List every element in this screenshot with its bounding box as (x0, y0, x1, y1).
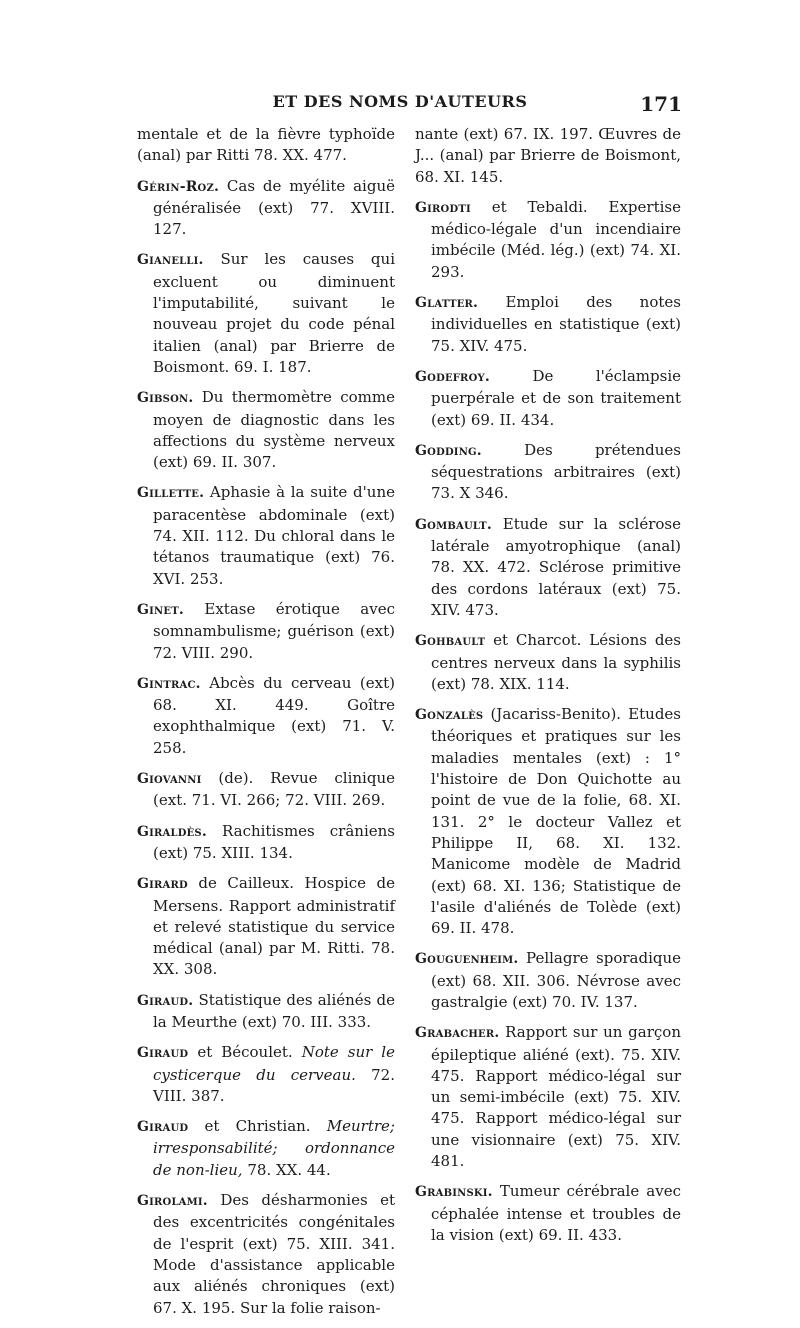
index-entry (137, 821, 395, 865)
index-entry (137, 387, 395, 473)
index-entry (415, 440, 681, 505)
entry-text: Des prétendues séquestrations arbitraires (ext) 73. X 346. (431, 440, 681, 503)
page-header (0, 92, 800, 116)
entry-text: Des désharmonies et des excentricités congénitales de l'esprit (ext) 75. XIII. 341. Mode d'assistance applicable aux aliénés chroniques (ext) 67. X. 195. Sur la folie raison- (153, 1191, 395, 1317)
author-name: Giraldès. (137, 823, 207, 840)
entry-text: mentale et de la fièvre typhoïde (anal) par Ritti 78. XX. 477. (137, 125, 395, 165)
author-name: Girodti (415, 199, 471, 216)
index-entry (137, 249, 395, 378)
entry-text: Cas de myélite aiguë généralisée (ext) 77. XVIII. 127. (153, 176, 395, 239)
page-number: 171 (640, 92, 682, 116)
author-name: Gillette. (137, 485, 205, 502)
left-column (137, 124, 395, 1328)
author-name: Gibson. (137, 390, 194, 407)
entry-text: et Christian. (204, 1117, 311, 1136)
author-name: Gérin-Roz. (137, 178, 220, 195)
author-name: Girard (137, 876, 188, 893)
author-name: Godding. (415, 442, 482, 459)
index-entry (137, 1190, 395, 1319)
index-entry (415, 630, 681, 695)
author-name: Giraud (137, 1119, 189, 1136)
author-name: Giraud. (137, 992, 194, 1009)
author-name: Gianelli. (137, 252, 204, 269)
index-entry (137, 990, 395, 1034)
author-name: Giovanni (137, 771, 202, 788)
entry-title-italic: Note sur le cysticerque du cerveau. (153, 1043, 395, 1084)
author-name: Grabacher. (415, 1025, 500, 1042)
author-name: Giraud (137, 1045, 189, 1062)
author-name: Gombault. (415, 516, 492, 533)
entry-reference: 72. VIII. 387. (153, 1065, 395, 1105)
index-entry (137, 599, 395, 664)
index-entry (415, 1181, 681, 1246)
index-entry (137, 873, 395, 980)
index-entry (415, 948, 681, 1013)
author-name: Gouguenheim. (415, 951, 519, 968)
entry-text: Pellagre sporadique (ext) 68. XII. 306. Névrose avec gastralgie (ext) 70. IV. 137. (431, 949, 681, 1011)
index-entry (137, 124, 395, 167)
entry-text: Emploi des notes individuelles en statistique (ext) 75. XIV. 475. (431, 293, 681, 355)
entry-text: et Bécoulet. (197, 1043, 293, 1062)
author-name: Gohbault (415, 633, 486, 650)
author-name: Grabinski. (415, 1184, 493, 1201)
entry-text: et Charcot. Lésions des centres nerveux dans la syphilis (ext) 78. XIX. 114. (431, 631, 681, 693)
entry-text: Sur les causes qui excluent ou diminuent l'imputabilité, suivant le nouveau projet du code pénal italien (anal) par Brierre de Boismont. 69. I. 187. (153, 250, 395, 376)
author-name: Gonzalès (415, 707, 484, 724)
entry-text: (de). Revue clinique (ext. 71. VI. 266; 72. VIII. 269. (153, 769, 395, 810)
entry-title-italic: Meurtre; irresponsabilité; ordonnance de non-lieu, (153, 1117, 395, 1179)
entry-text: et Tebaldi. Expertise médico-légale d'un incendiaire imbécile (Méd. lég.) (ext) 74. XI. 293. (431, 197, 681, 281)
index-entry (415, 124, 681, 188)
author-name: Glatter. (415, 295, 479, 312)
index-entry (415, 366, 681, 431)
entry-text: Abcès du cerveau (ext) 68. XI. 449. Goître exophthalmique (ext) 71. V. 258. (153, 673, 395, 757)
index-entry (137, 176, 395, 241)
index-entry (415, 1022, 681, 1172)
entry-text: Rapport sur un garçon épileptique aliéné (ext). 75. XIV. 475. Rapport médico-légal sur un semi-imbécile (ext) 75. XIV. 475. Rapport médico-légal sur une visionnaire (ext) 75. XIV. 481. (431, 1023, 681, 1171)
author-name: Godefroy. (415, 368, 490, 385)
author-name: Ginet. (137, 601, 184, 618)
index-entry (415, 704, 681, 939)
entry-reference: 78. XX. 44. (247, 1160, 331, 1179)
entry-text: nante (ext) 67. IX. 197. Œuvres de J... (anal) par Brierre de Boismont, 68. XI. 145. (415, 125, 681, 186)
entry-text: (Jacariss-Benito). Etudes théoriques et pratiques sur les maladies mentales (ext) : 1° l'histoire de Don Quichotte au point de vue de la folie, 68. XI. 131. 2° le docteur Vallez et Philippe II, 68. XI. 132. Manicome modèle de Madrid (ext) 68. XI. 136; Statistique de l'asile d'aliénés de Tolède (ext) 69. II. 478. (431, 705, 681, 938)
entry-text: de Cailleux. Hospice de Mersens. Rapport administratif et relevé statistique du service médical (anal) par M. Ritti. 78. XX. 308. (153, 874, 395, 979)
index-entry (137, 1116, 395, 1181)
entry-text: Statistique des aliénés de la Meurthe (ext) 70. III. 333. (153, 990, 395, 1031)
entry-text: Rachitismes crâniens (ext) 75. XIII. 134. (153, 821, 395, 862)
entry-text: Aphasie à la suite d'une paracentèse abdominale (ext) 74. XII. 112. Du chloral dans le tétanos traumatique (ext) 76. XVI. 253. (153, 483, 395, 588)
index-entry (137, 1042, 395, 1107)
index-entry (415, 292, 681, 357)
author-name: Girolami. (137, 1193, 208, 1210)
entry-text: Extase érotique avec somnambulisme; guérison (ext) 72. VIII. 290. (153, 599, 395, 662)
running-head: ET DES NOMS D'AUTEURS (272, 92, 528, 111)
index-entry (415, 197, 681, 283)
entry-text: Du thermomètre comme moyen de diagnostic dans les affections du système nerveux (ext) 69. II. 307. (153, 388, 395, 472)
index-entry (137, 482, 395, 589)
right-column (415, 124, 681, 1255)
index-entry (415, 514, 681, 621)
index-entry (137, 673, 395, 759)
entry-text: Etude sur la sclérose latérale amyotrophique (anal) 78. XX. 472. Sclérose primitive des cordons latéraux (ext) 75. XIV. 473. (431, 514, 681, 619)
entry-text: De l'éclampsie puerpérale et de son traitement (ext) 69. II. 434. (431, 366, 681, 429)
author-name: Gintrac. (137, 675, 201, 692)
entry-text: Tumeur cérébrale avec céphalée intense et troubles de la vision (ext) 69. II. 433. (431, 1182, 681, 1244)
index-entry (137, 768, 395, 812)
